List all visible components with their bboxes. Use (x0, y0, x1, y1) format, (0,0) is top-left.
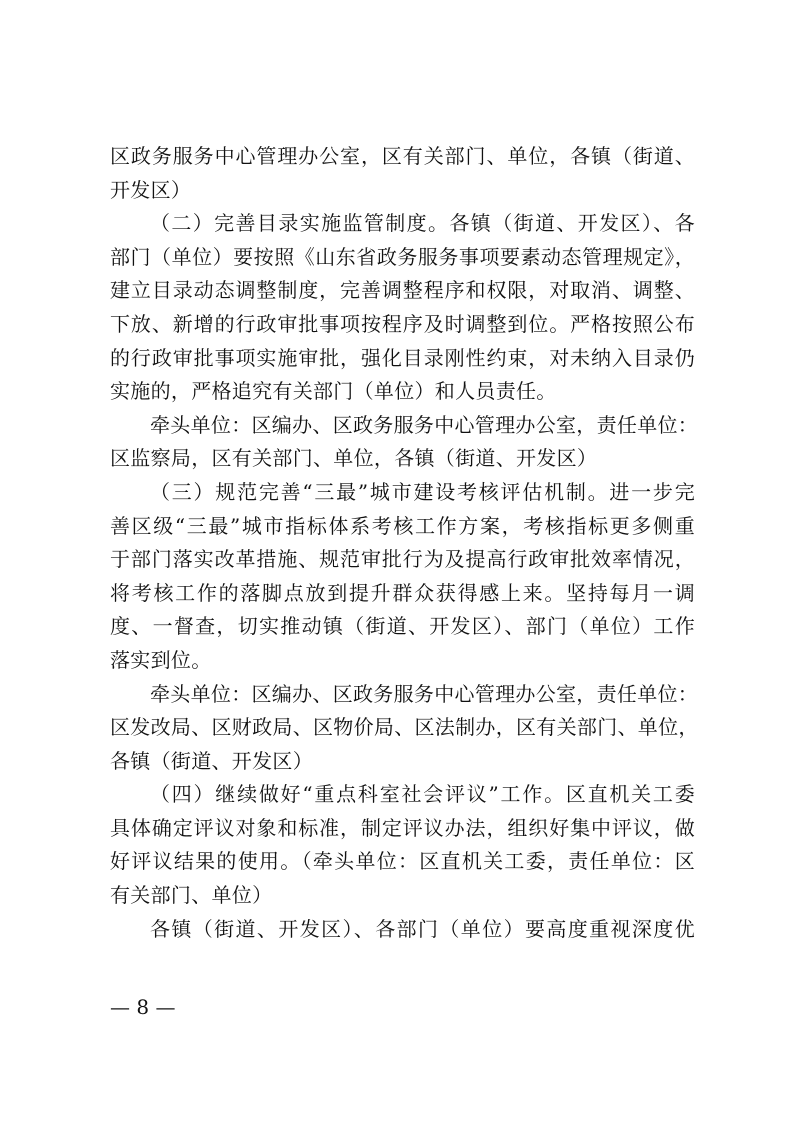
text-line: 实施的，严格追究有关部门（单位）和人员责任。 (110, 379, 557, 404)
text-line: 下放、新增的行政审批事项按程序及时调整到位。严格按照公布 (110, 311, 695, 336)
text-line: 度、一督查，切实推动镇（街道、开发区）、部门（单位）工作 (110, 614, 695, 639)
text-line: 区监察局，区有关部门、单位，各镇（街道、开发区） (110, 446, 598, 471)
text-line: 各镇（街道、开发区） (110, 748, 313, 773)
text-line: 开发区） (110, 177, 192, 202)
text-line: 部门（单位）要按照《山东省政务服务事项要素动态管理规定》， (110, 244, 695, 269)
text-line: 牵头单位：区编办、区政务服务中心管理办公室，责任单位： (150, 412, 699, 437)
text-line: 有关部门、单位） (110, 883, 273, 908)
text-line: 好评议结果的使用。（牵头单位：区直机关工委，责任单位：区 (110, 849, 695, 874)
text-line: 的行政审批事项实施审批，强化目录刚性约束，对未纳入目录仍 (110, 345, 695, 370)
text-line: 区发改局、区财政局、区物价局、区法制办，区有关部门、单位， (110, 715, 699, 740)
body-text (110, 140, 699, 946)
text-line: 具体确定评议对象和标准，制定评议办法，组织好集中评议，做 (110, 815, 695, 840)
text-line: 各镇（街道、开发区）、各部门（单位）要高度重视深度优 (150, 916, 695, 941)
text-line: 于部门落实改革措施、规范审批行为及提高行政审批效率情况， (110, 547, 695, 572)
text-line: 善区级“三最”城市指标体系考核工作方案，考核指标更多侧重 (110, 513, 695, 538)
page-number: — 8 — (110, 995, 176, 1019)
text-line: 落实到位。 (110, 647, 212, 672)
text-line: （二）完善目录实施监管制度。各镇（街道、开发区）、各 (150, 211, 695, 236)
text-line: 牵头单位：区编办、区政务服务中心管理办公室，责任单位： (150, 681, 699, 706)
text-line: （三）规范完善“三最”城市建设考核评估机制。进一步完 (150, 479, 695, 504)
text-line: （四）继续做好“重点科室社会评议”工作。区直机关工委 (150, 782, 695, 807)
text-line: 区政务服务中心管理办公室，区有关部门、单位，各镇（街道、 (110, 144, 695, 168)
text-line: 将考核工作的落脚点放到提升群众获得感上来。坚持每月一调 (110, 580, 695, 605)
text-line: 建立目录动态调整制度，完善调整程序和权限，对取消、调整、 (110, 278, 695, 303)
